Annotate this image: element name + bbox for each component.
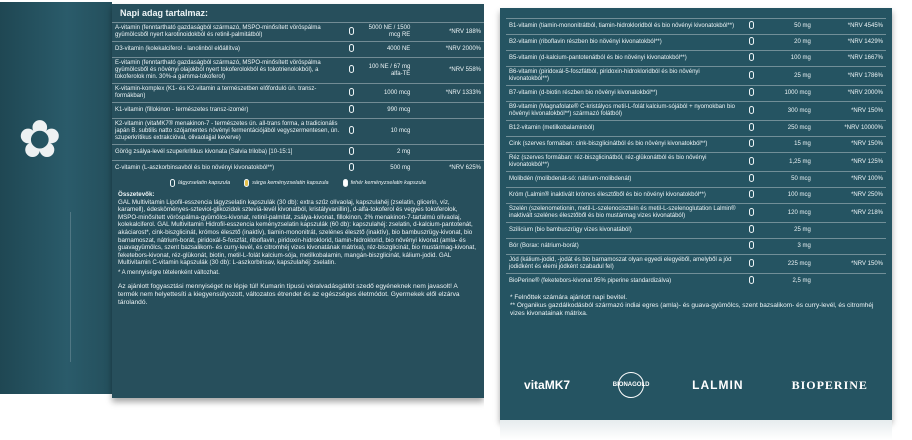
nutrient-row bbox=[506, 137, 886, 153]
nutrient-row bbox=[506, 35, 886, 51]
nutrient-amount: 250 mcg bbox=[761, 121, 814, 137]
capsule-icon bbox=[742, 86, 761, 102]
nutrient-name: K-vitamin-komplex (K1- és K2-vitamin a természetben előforduló ún. transz-formákban) bbox=[112, 84, 343, 103]
nutrient-name: B5-vitamin (d-kalcium-pantotenátból és bio növényi kivonatokból**) bbox=[506, 51, 742, 67]
nutrient-nrv: *NRV 2000% bbox=[413, 42, 484, 58]
nutrient-nrv: *NRV 2000% bbox=[814, 86, 886, 102]
nutrient-name: Szilícium (bio bambuszrügy vizes kivonatából) bbox=[506, 223, 742, 239]
nutrient-row bbox=[506, 274, 886, 290]
capsule-icon bbox=[343, 119, 362, 145]
capsule-icon bbox=[742, 137, 761, 153]
lalmin-logo: LALMIN bbox=[692, 378, 744, 392]
nutrient-nrv: *NRV 100% bbox=[814, 172, 886, 188]
box-left-side bbox=[0, 2, 112, 394]
nutrient-row bbox=[506, 223, 886, 239]
capsule-icon bbox=[742, 67, 761, 86]
legend-label: sárga keményzselatin kapszula bbox=[252, 180, 329, 186]
nutrient-nrv bbox=[413, 119, 484, 145]
nutrient-amount: 1,25 mg bbox=[761, 153, 814, 172]
nutrient-nrv bbox=[814, 274, 886, 290]
nutrient-nrv: *NRV 1786% bbox=[814, 67, 886, 86]
nutrient-nrv: *NRV 1667% bbox=[814, 51, 886, 67]
capsule-icon bbox=[343, 179, 348, 187]
nutrient-name: A-vitamin (fenntartható gazdaságból származó, MSPO-minősített vöröspálma gyümölcsből nyert karotinoidokból és retinil-palmitátból) bbox=[112, 23, 343, 42]
capsule-icon bbox=[742, 255, 761, 274]
nutrient-row bbox=[112, 84, 484, 103]
nutrient-amount: 225 mcg bbox=[761, 255, 814, 274]
box-left-front bbox=[112, 4, 484, 398]
nutrient-amount: 10 mcg bbox=[361, 119, 413, 145]
nutrient-row bbox=[506, 51, 886, 67]
nutrient-name: B6-vitamin (piridoxál-5-foszfátból, piridoxin-hidrokloridból és bio növényi kivonatokból**) bbox=[506, 67, 742, 86]
nutrient-nrv: *NRV 188% bbox=[413, 23, 484, 42]
variation-note: * A mennyiségre tételenként változhat. bbox=[118, 269, 220, 276]
nutrient-name: K2-vitamin (vitaMK7® menakinon-7 - természetes ún. all-trans forma, a tradicionális japán B. subtilis natto szójamentes növényi fermentációjából vegyszermentesen, ún. szuperkritikus extrakcióval, olivaolajjal keverve) bbox=[112, 119, 343, 145]
nutrient-name: E-vitamin (fenntartható gazdaságból származó, MSPO-minősített vöröspálma gyümölcsből és növényi olajokból nyert tokoferolokból és tokotrienolokból), a tokoferolok min. 30%-a gamma-tokoferol) bbox=[112, 58, 343, 84]
capsule-legend bbox=[112, 179, 484, 187]
nutrient-row bbox=[506, 188, 886, 204]
nutrient-nrv: *NRV 125% bbox=[814, 153, 886, 172]
footnote: * Felnőttek számára ajánlott napi bevitel. bbox=[510, 294, 628, 301]
box-gap bbox=[484, 0, 500, 440]
nutrient-name: K1-vitamin (fillokinon - természetes transz-izomér) bbox=[112, 103, 343, 119]
warning-text: Az ajánlott fogyasztási mennyiséget ne lépje túl! Kumarin típusú véralvadásgátlót szedő egyéneknek nem javasolt! A termék nem helyettesíti a kiegyensúlyozott, változatos étrendet és az egészséges életmódot. Gyermekek elől elzárva tárolandó. bbox=[118, 282, 460, 306]
capsule-icon bbox=[742, 223, 761, 239]
legend-item bbox=[244, 179, 328, 187]
nutrient-name: Bór (Borax: nátrium-borát) bbox=[506, 239, 742, 255]
nutrient-row bbox=[112, 145, 484, 161]
capsule-icon bbox=[742, 204, 761, 223]
bioperine-logo: BIOPERINE bbox=[791, 377, 868, 392]
nutrient-nrv: *NRV 558% bbox=[413, 58, 484, 84]
footnote: ** Organikus gazdálkodásból származó indiai egres (amla)- és guava-gyümölcs, szent bazsalikom- és curry-levél, és citromhéj vizes kivonatainak mátrixa. bbox=[510, 302, 874, 317]
capsule-icon bbox=[742, 121, 761, 137]
nutrient-row bbox=[112, 119, 484, 145]
nutrient-row bbox=[112, 23, 484, 42]
nutrient-nrv: *NRV 150% bbox=[814, 137, 886, 153]
nutrient-nrv: *NRV 218% bbox=[814, 204, 886, 223]
nutrient-nrv: *NRV 150% bbox=[814, 102, 886, 121]
capsule-icon bbox=[742, 51, 761, 67]
nutrient-nrv: *NRV 1333% bbox=[413, 84, 484, 103]
nutrient-amount: 1000 mcg bbox=[361, 84, 413, 103]
nutrient-name: B12-vitamin (metilkobalaminból) bbox=[506, 121, 742, 137]
nutrient-amount: 990 mcg bbox=[361, 103, 413, 119]
legend-item bbox=[343, 179, 426, 187]
capsule-icon bbox=[244, 179, 249, 187]
capsule-icon bbox=[742, 35, 761, 51]
nutrient-name: C-vitamin (L-aszkorbinsavból és bio növényi kivonatokból**) bbox=[112, 161, 343, 177]
nutrient-row bbox=[506, 86, 886, 102]
legend-label: lágyzselatin kapszula bbox=[178, 180, 231, 186]
nutrient-row bbox=[112, 103, 484, 119]
nutrient-name: Szelén (szelenometionin, metil-L-szelenociszteín és metil-L-szelenoglutation Lalmin® inaktivált szelénes élesztőből és bio mustármag vizes kivonatából) bbox=[506, 204, 742, 223]
nutrient-amount: 1000 mcg bbox=[761, 86, 814, 102]
nutrient-amount: 25 mg bbox=[761, 223, 814, 239]
capsule-icon bbox=[343, 84, 362, 103]
nutrition-table-right bbox=[506, 18, 886, 289]
nutrient-amount: 2 mg bbox=[361, 145, 413, 161]
nutrient-name: Jód (kálium-jodid, -jodát és bio barnamoszat olyan egyedi elegyéből, amelyből a jód jodidként és elemi jódként szabadul fel) bbox=[506, 255, 742, 274]
ingredients-title: Összetevők: bbox=[118, 191, 155, 198]
nutrient-nrv: *NRV 625% bbox=[413, 161, 484, 177]
legend-item bbox=[170, 179, 230, 187]
side-text-block bbox=[70, 212, 100, 362]
footnotes bbox=[500, 289, 892, 323]
bionagold-logo: BIONAGOLD bbox=[618, 372, 644, 398]
nutrient-row bbox=[506, 239, 886, 255]
capsule-icon bbox=[742, 153, 761, 172]
nutrient-name: D3-vitamin (kolekalciferol - lanolinból előállítva) bbox=[112, 42, 343, 58]
nutrition-table-left bbox=[112, 22, 484, 176]
nutrient-row bbox=[506, 153, 886, 172]
nutrient-nrv bbox=[814, 239, 886, 255]
nutrient-amount: 100 mg bbox=[761, 51, 814, 67]
nutrient-row bbox=[506, 204, 886, 223]
nutrient-nrv: *NRV 1429% bbox=[814, 35, 886, 51]
capsule-icon bbox=[343, 23, 362, 42]
nutrient-row bbox=[506, 102, 886, 121]
brand-logos bbox=[500, 372, 892, 398]
nutrient-nrv bbox=[814, 223, 886, 239]
nutrient-nrv: *NRV 250% bbox=[814, 188, 886, 204]
nutrient-row bbox=[112, 58, 484, 84]
ingredients-text: GAL Multivitamin Lipofil-esszencia lágyzselatin kapszulák (30 db): extra szűz olívaolaj, kapszulahéj (zselatin, glicerin, víz, karamell), édesköményes-szteviol-glikozidok szteviá-levél kivonatból, kristályvanillin), d-alfa-tokoferol és vegyes tokoferolok, MSPO-minősített vöröspálma-gyümölcs-kivonat, retinil-palmitát, zsálya-kivonat, fillokinon, 2% menakinon-7-tartalmú olívaolaj, kolekalciferol. GAL Multivitamin Hidrofil-esszencia keményzselatin kapszulák (60 db): kapszulahéj: zselatin, d-kalcium-pantotenát, akáciarost*, cink-biszglicinát, krómos élesztő (inaktív), tiamin-mononitrát, szelénes élesztő (inaktív), bio bambuszrügy-kivonat, bio barnamoszat, nátrium-borát, piridoxál-5-foszfát, riboflavin, piridoxin-hidroklorid, tiamin-hidroklorid, bio növényi kivonat (amla- és guavagyümölcs, szent bazsalikom- és curry-levél, és citromhéj vizes kivonatának mátrixa), réz-biszglicinát, bio mustármag-kivonat, feketebors-kivonat, réz-glükonát, biotin, metil-L-folát kalcium-sója, metilkobalamin, mangán-biszglicinát, kálium-jodid. GAL Multivitamin C-vitamin kapszulák (30 db): L-aszkorbinsav, kapszulahéj: zselatin. bbox=[118, 198, 476, 267]
nutrient-amount: 50 mg bbox=[761, 19, 814, 35]
legend-label: fehér keményzselatin kapszula bbox=[350, 180, 426, 186]
nutrient-nrv: *NRV 10000% bbox=[814, 121, 886, 137]
capsule-icon bbox=[742, 274, 761, 290]
nutrient-name: B7-vitamin (d-biotin részben bio növényi kivonatokból**) bbox=[506, 86, 742, 102]
capsule-icon bbox=[343, 161, 362, 177]
capsule-icon bbox=[742, 239, 761, 255]
vitamk7-logo: vitaMK7 bbox=[524, 378, 571, 392]
capsule-icon bbox=[742, 172, 761, 188]
nutrient-name: B1-vitamin (tiamin-mononitrátból, tiamin-hidrokloridból és bio növényi kivonatokból**) bbox=[506, 19, 742, 35]
ingredients-block bbox=[112, 191, 484, 267]
nutrient-amount: 300 mcg bbox=[761, 102, 814, 121]
nutrient-name: Cink (szerves formában: cink-biszglicinátból és bio növényi kivonatokból**) bbox=[506, 137, 742, 153]
nutrient-amount: 20 mg bbox=[761, 35, 814, 51]
nutrient-row bbox=[506, 121, 886, 137]
nutrient-nrv bbox=[413, 145, 484, 161]
nutrient-name: BioPerine® (feketebors-kivonat 95% piperine standardizálva) bbox=[506, 274, 742, 290]
capsule-icon bbox=[170, 179, 175, 187]
capsule-icon bbox=[343, 103, 362, 119]
capsule-icon bbox=[742, 102, 761, 121]
nutrient-name: Króm (Lalmin® inaktivált krómos élesztőből és bio növényi kivonatokból**) bbox=[506, 188, 742, 204]
nutrient-amount: 4000 NE bbox=[361, 42, 413, 58]
nutrient-name: Görög zsálya-levél szuperkritikus kivonata (Salvia triloba) [10-15:1] bbox=[112, 145, 343, 161]
nutrient-nrv: *NRV 4545% bbox=[814, 19, 886, 35]
nutrient-name: Réz (szerves formában: réz-biszglicinátból, réz-glükonátból és bio növényi kivonatokból**) bbox=[506, 153, 742, 172]
nutrient-amount: 50 mcg bbox=[761, 172, 814, 188]
capsule-icon bbox=[343, 145, 362, 161]
nutrient-nrv bbox=[413, 103, 484, 119]
nutrient-row bbox=[506, 67, 886, 86]
nutrient-amount: 3 mg bbox=[761, 239, 814, 255]
nutrient-amount: 100 mcg bbox=[761, 188, 814, 204]
capsule-icon bbox=[742, 188, 761, 204]
nutrition-header: Napi adag tartalmaz: bbox=[120, 8, 209, 18]
nutrient-row bbox=[506, 172, 886, 188]
nutrient-row bbox=[506, 19, 886, 35]
floor-reflection bbox=[500, 420, 892, 440]
nutrient-row bbox=[112, 42, 484, 58]
nutrient-name: B2-vitamin (riboflavin részben bio növényi kivonatokból**) bbox=[506, 35, 742, 51]
box-right-front bbox=[500, 8, 892, 420]
nutrient-amount: 500 mg bbox=[361, 161, 413, 177]
nutrient-row bbox=[112, 161, 484, 177]
nutrient-nrv: *NRV 150% bbox=[814, 255, 886, 274]
capsule-icon bbox=[343, 58, 362, 84]
nutrient-amount: 5000 NE / 1500 mcg RE bbox=[361, 23, 413, 42]
nutrient-amount: 15 mg bbox=[761, 137, 814, 153]
nutrient-amount: 120 mcg bbox=[761, 204, 814, 223]
flower-logo-icon: ✿ bbox=[18, 111, 62, 169]
nutrient-name: Molibdén (molibdenát-só: nátrium-molibdenát) bbox=[506, 172, 742, 188]
capsule-icon bbox=[742, 19, 761, 35]
nutrient-amount: 2,5 mg bbox=[761, 274, 814, 290]
nutrient-amount: 25 mg bbox=[761, 67, 814, 86]
nutrient-name: B9-vitamin (Magnafolate® C-kristályos metil-L-folát kalcium-sójából + nyomokban bio növényi kivonatokból**) származó folátból) bbox=[506, 102, 742, 121]
capsule-icon bbox=[343, 42, 362, 58]
nutrient-amount: 100 NE / 67 mg alfa-TE bbox=[361, 58, 413, 84]
nutrient-row bbox=[506, 255, 886, 274]
